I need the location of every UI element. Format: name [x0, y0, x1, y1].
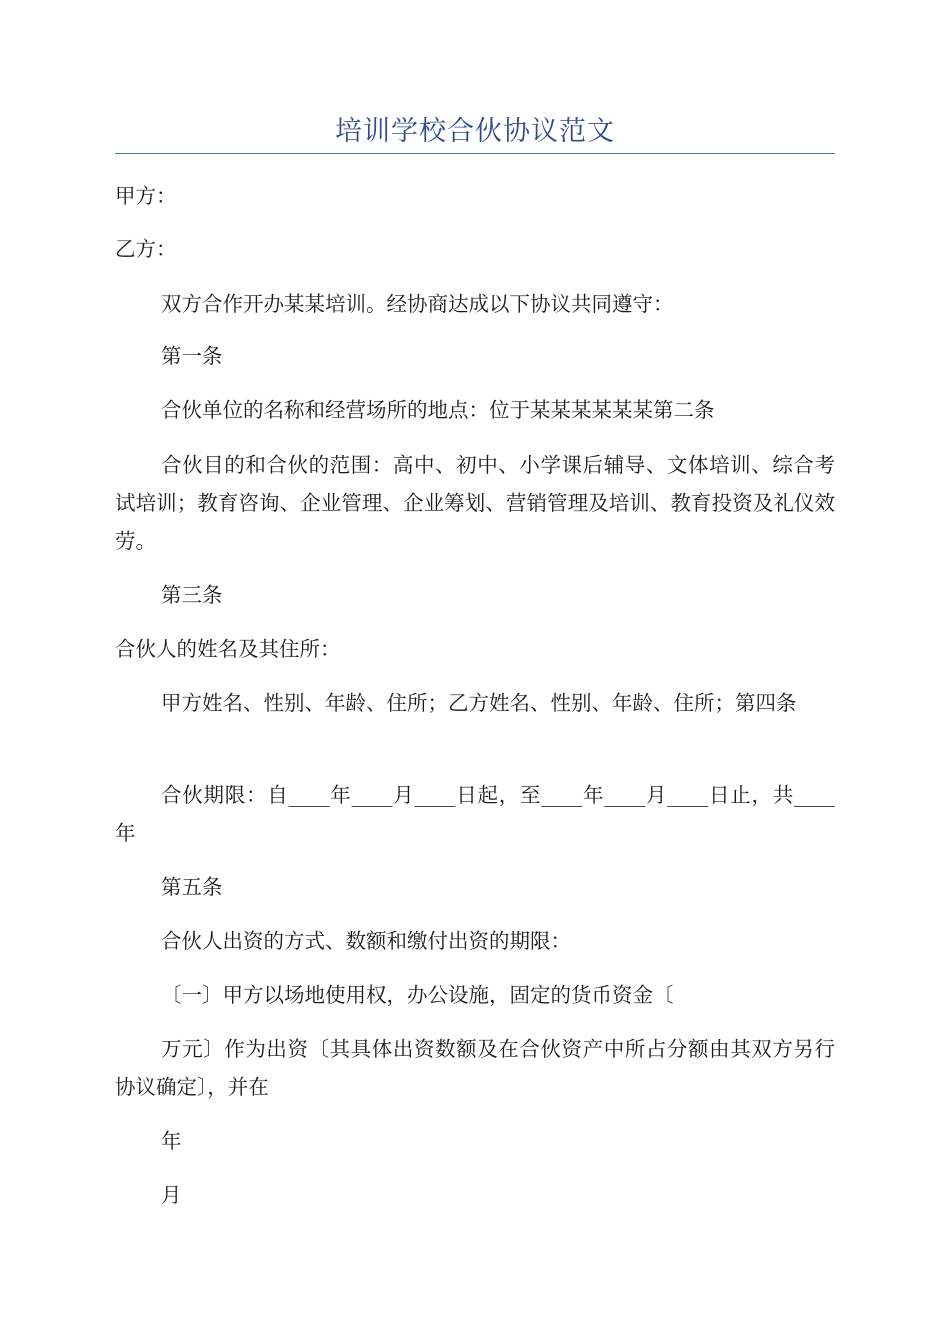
paragraph-contribution-item-1: 〔一〕甲方以场地使用权，办公设施，固定的货币资金〔: [161, 983, 674, 1007]
paragraph-name-location: 合伙单位的名称和经营场所的地点：位于某某某某某某第二条: [161, 398, 715, 422]
party-b-label: 乙方：: [115, 237, 177, 261]
paragraph-contribution-amount: 万元〕作为出资〔其具体出资数额及在合伙资产中所占分额由其双方另行协议确定〕，并在: [115, 1037, 835, 1099]
paragraph-partners-heading: 合伙人的姓名及其住所：: [115, 637, 341, 661]
party-a-label: 甲方：: [115, 184, 177, 208]
article-heading-5: 第五条: [161, 875, 223, 899]
paragraph-partnership-term: 合伙期限：自____年____月____日起，至____年____月____日止，共____年: [115, 783, 835, 845]
document-title: 培训学校合伙协议范文: [335, 116, 615, 147]
paragraph-month: 月: [161, 1183, 182, 1207]
paragraph-contribution-heading: 合伙人出资的方式、数额和缴付出资的期限：: [161, 929, 571, 953]
article-heading-1: 第一条: [161, 344, 223, 368]
paragraph-year: 年: [161, 1129, 182, 1153]
paragraph-purpose-scope: 合伙目的和合伙的范围：高中、初中、小学课后辅导、文体培训、综合考试培训；教育咨询、企业管理、企业筹划、营销管理及培训、教育投资及礼仪效劳。: [115, 453, 835, 553]
paragraph-intro: 双方合作开办某某培训。经协商达成以下协议共同遵守：: [161, 292, 674, 316]
title-underline: [115, 153, 835, 154]
paragraph-partner-details: 甲方姓名、性别、年龄、住所；乙方姓名、性别、年龄、住所；第四条: [161, 691, 797, 715]
article-heading-3: 第三条: [161, 583, 223, 607]
